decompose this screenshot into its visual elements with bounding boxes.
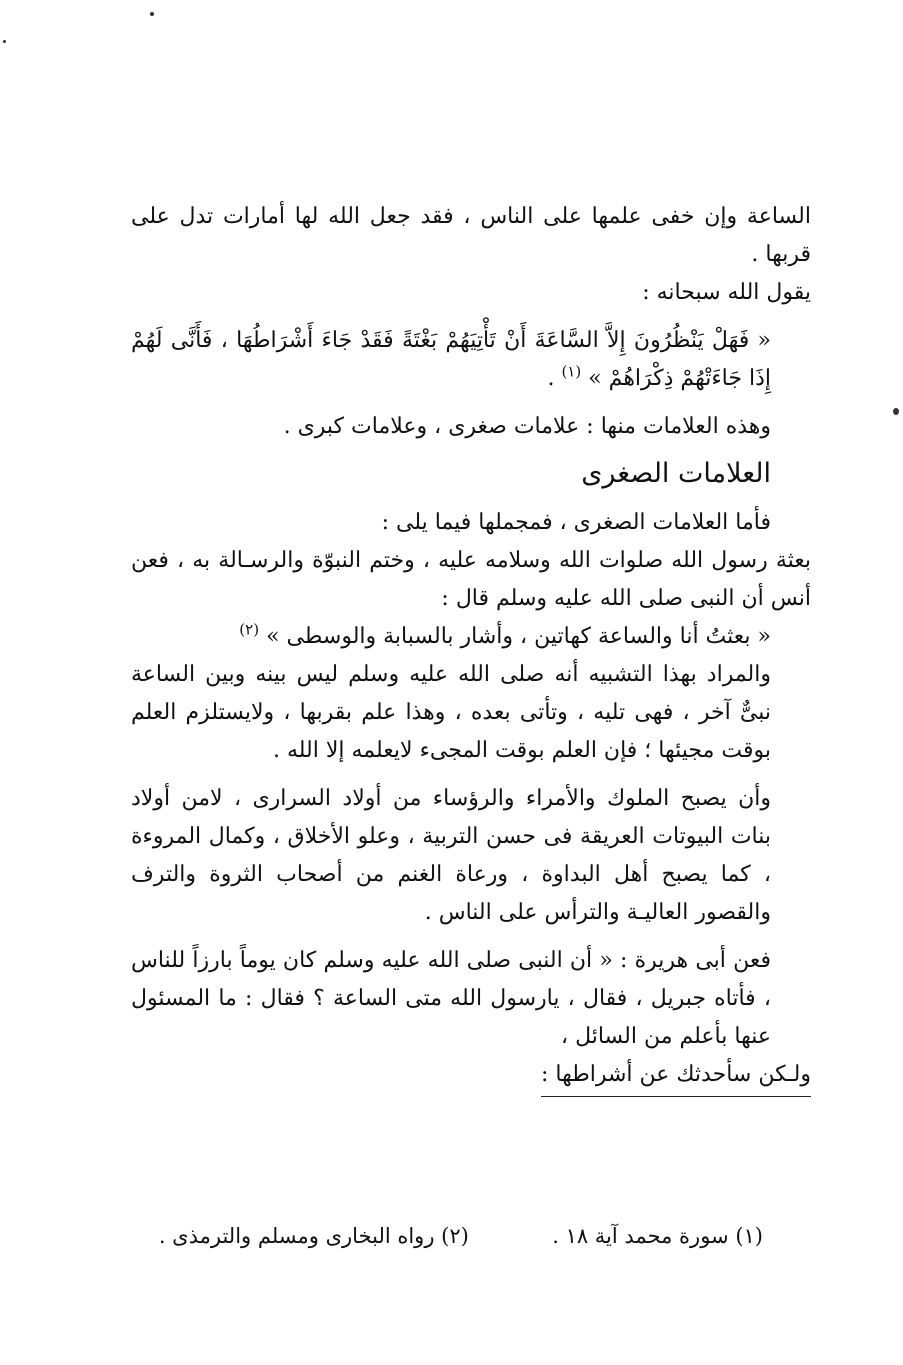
quran-verse [131,322,811,398]
footnote-ref-2: (٢) [239,620,260,639]
paragraph-prophethood: بعثة رسول الله صلوات الله وسلامه عليه ، وختم النبوّة والرسـالة به ، فعن أنس أن النبى صلى الله عليه وسلم قال : [131,548,811,611]
section-heading: العلامات الصغرى [581,458,771,489]
last-line-text: ولـكن سأحدثك عن أشراطها : [541,1056,811,1097]
hadith-quote-text: « بعثتُ أنا والساعة كهاتين ، وأشار بالسبابة والوسطى » [266,624,771,649]
paragraph-abu-hurayra: فعن أبى هريرة : « أن النبى صلى الله عليه وسلم كان يوماً بارزاً للناس ، فأتاه جبريل ، فقال ، يارسول الله متى الساعة ؟ فقال : ما المسئول عنها بأعلم من السائل ، [131,948,771,1049]
quran-verse-text: « فَهَلْ يَنْظُرُونَ إِلاَّ السَّاعَةَ أَنْ تَأْتِيَهُمْ بَغْتَةً فَقَدْ جَاءَ أَشْرَاطُهَا ، فَأَنَّى لَهُمْ إِذَا جَاءَتْهُمْ ذِكْرَاهُمْ » [131,328,771,391]
footnote-1: (١) سورة محمد آية ١٨ . [552,1224,763,1248]
paragraph-intro: الساعة وإن خفى علمها على الناس ، فقد جعل الله لها أمارات تدل على قربها . [131,204,811,267]
paragraph-explanation: والمراد بهذا التشبيه أنه صلى الله عليه وسلم ليس بينه وبين الساعة نبىٌّ آخر ، فهى تليه ، وتأتى بعده ، وهذا علم بقربها ، ولايستلزم العلم بوقت مجيئها ؛ فإن العلم بوقت المجىء لايعلمه إلا الله . [131,662,771,763]
paragraph-minor-signs: فأما العلامات الصغرى ، فمجملها فيما يلى : [381,510,771,535]
paragraph-last-line [131,1056,811,1097]
quran-verse-end: . [547,366,555,391]
footnote-2: (٢) رواه البخارى ومسلم والترمذى . [158,1224,469,1248]
paragraph-kings: وأن يصبح الملوك والأمراء والرؤساء من أولاد السرارى ، لامن أولاد بنات البيوتات العريقة فى حسن التربية ، وعلو الأخلاق ، وكمال المروءة ، كما يصبح أهل البداوة ، ورعاة الغنم من أصحاب الثروة والترف والقصور العاليـة والترأس على الناس . [131,786,771,925]
paragraph-quote-intro: يقول الله سبحانه : [642,280,811,305]
footnote-ref-1: (١) [561,362,582,381]
main-text [131,198,811,1097]
scan-speck [150,12,154,16]
footnotes [143,1220,763,1252]
scan-speck [893,408,899,415]
scan-speck [3,40,6,43]
hadith-quote [131,618,811,656]
paragraph-signs: وهذه العلامات منها : علامات صغرى ، وعلامات كبرى . [283,414,771,439]
